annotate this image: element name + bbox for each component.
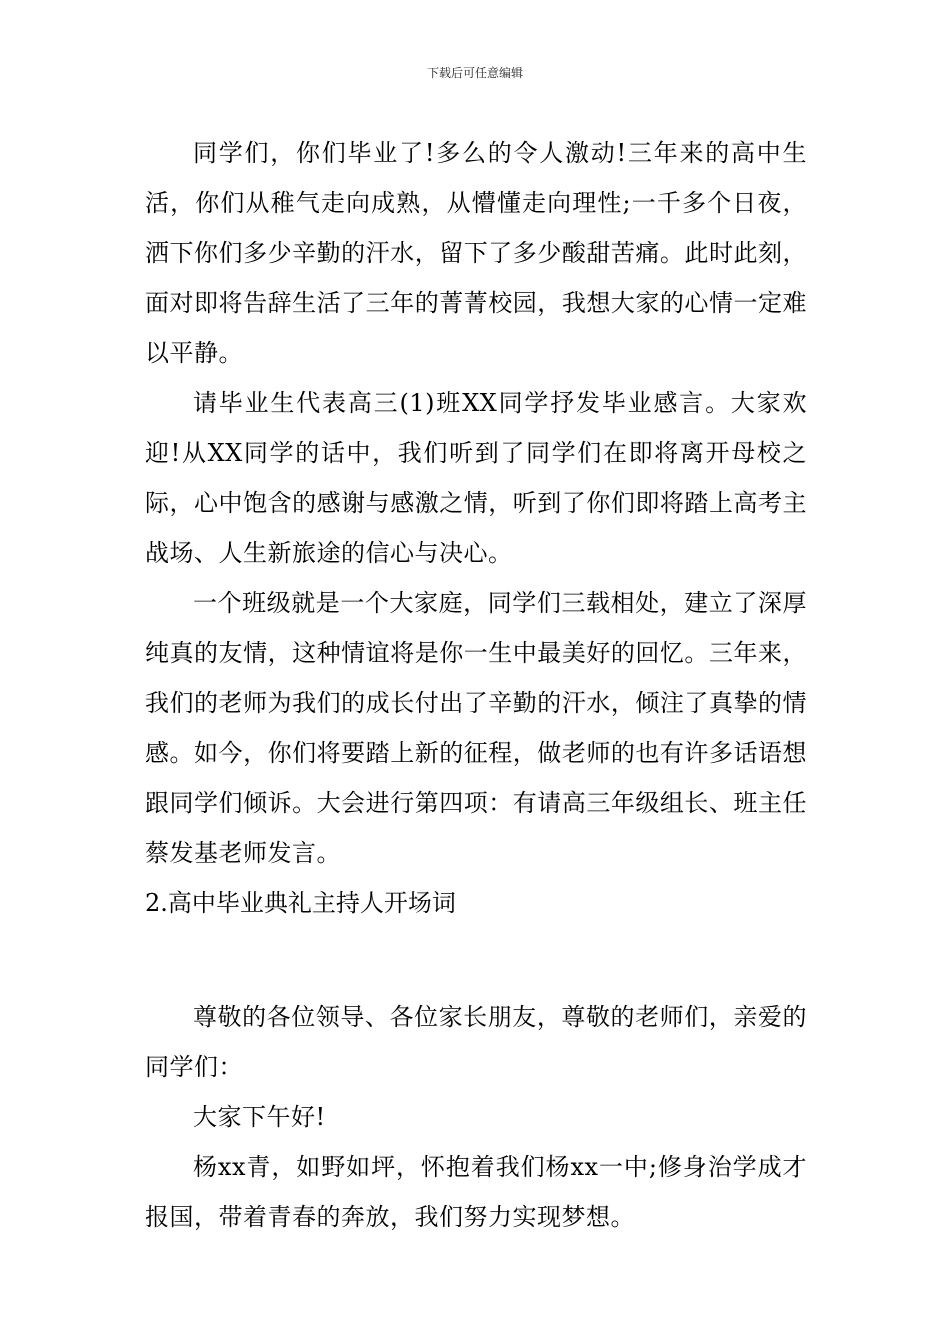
greeting-paragraph: 尊敬的各位领导、各位家长朋友，尊敬的老师们，亲爱的同学们：: [145, 1003, 807, 1081]
document-body: [145, 128, 807, 1242]
paragraph-1: 同学们，你们毕业了!多么的令人激动!三年来的高中生活，你们从稚气走向成熟，从懵懂走向理性;一千多个日夜，洒下你们多少辛勤的汗水，留下了多少酸甜苦痛。此时此刻，面对即将告辞生活了三年的菁菁校园，我想大家的心情一定难以平静。: [145, 139, 807, 367]
section-heading: 2.高中毕业典礼主持人开场词: [145, 889, 456, 917]
section-spacer: [145, 928, 807, 978]
salutation-paragraph: 大家下午好!: [193, 1103, 326, 1131]
paragraph-2: 请毕业生代表高三(1)班XX同学抒发毕业感言。大家欢迎!从XX同学的话中，我们听到了同学们在即将离开母校之际，心中饱含的感谢与感激之情，听到了你们即将踏上高考主战场、人生新旅途的信心与决心。: [145, 389, 807, 567]
opening-paragraph: 杨xx青，如野如坪，怀抱着我们杨xx一中;修身治学成才报国，带着青春的奔放，我们努力实现梦想。: [145, 1153, 807, 1231]
section-body: [145, 992, 807, 1242]
page-header: 下载后可任意编辑: [426, 66, 523, 80]
paragraph-3: 一个班级就是一个大家庭，同学们三载相处，建立了深厚纯真的友情，这种情谊将是你一生中最美好的回忆。三年来，我们的老师为我们的成长付出了辛勤的汗水，倾注了真挚的情感。如今，你们将要踏上新的征程，做老师的也有许多话语想跟同学们倾诉。大会进行第四项：有请高三年级组长、班主任蔡发基老师发言。: [145, 589, 807, 867]
